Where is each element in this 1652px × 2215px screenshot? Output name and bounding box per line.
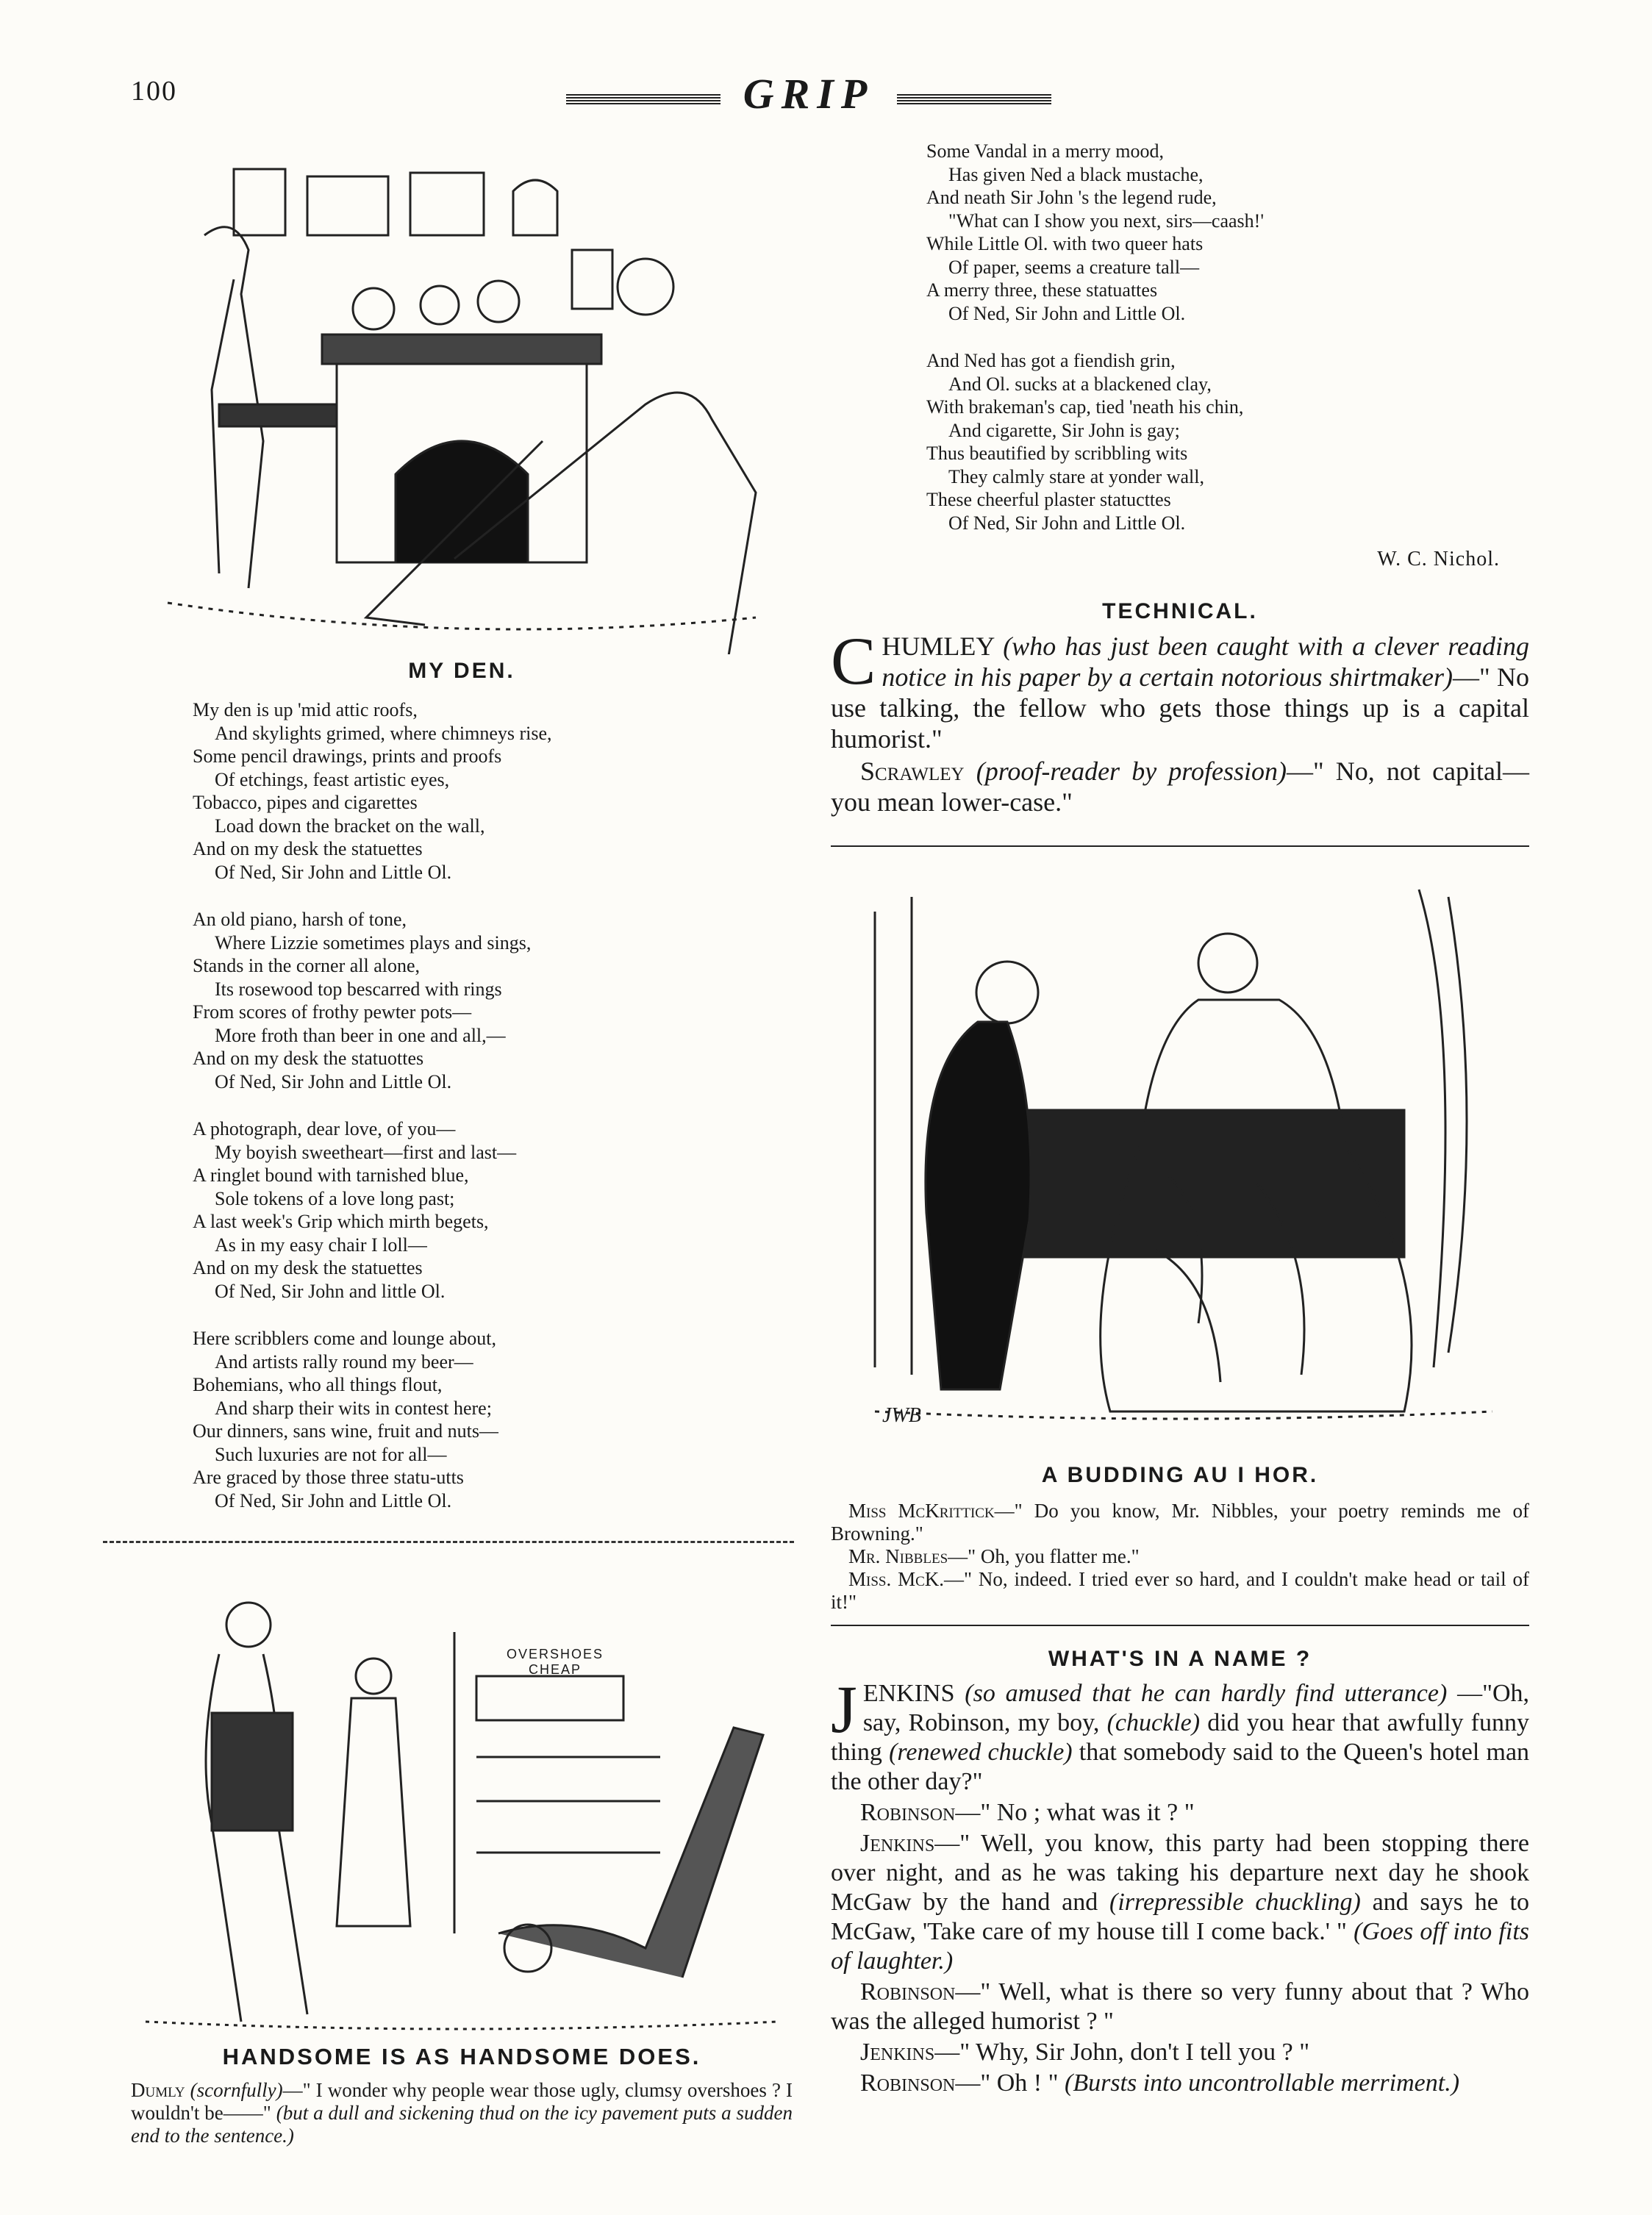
stage-direction: (so amused that he can hardly find utterance) xyxy=(965,1680,1448,1707)
poem-line: A merry three, these statuattes xyxy=(926,279,1158,301)
poem-stanza-1 xyxy=(193,698,781,884)
poem-line: Sole tokens of a love long past; xyxy=(215,1187,455,1209)
separator-left xyxy=(103,1541,794,1543)
speaker-jenkins: ENKINS xyxy=(862,1680,955,1707)
overshoes-sign: OVERSHOES CHEAP xyxy=(506,1647,604,1677)
whats-in-a-name-title: WHAT'S IN A NAME ? xyxy=(1048,1647,1312,1671)
poem-line: While Little Ol. with two queer hats xyxy=(926,233,1204,254)
poem-line: With brakeman's cap, tied 'neath his chin, xyxy=(926,396,1244,418)
drop-cap: C xyxy=(831,623,876,698)
handsome-title: HANDSOME IS AS HANDSOME DOES. xyxy=(222,2044,701,2069)
my-den-illustration xyxy=(131,147,793,654)
speech: —" Do you know, Mr. Nibbles, your poetry reminds me of Browning." xyxy=(831,1500,1529,1545)
drop-cap: J xyxy=(831,1672,857,1747)
speech: —" No ; what was it ? " xyxy=(955,1799,1195,1826)
poem-line: Tobacco, pipes and cigarettes xyxy=(193,792,418,813)
poem-line: Where Lizzie sometimes plays and sings, xyxy=(215,931,532,953)
poem-line: An old piano, harsh of tone, xyxy=(193,909,407,930)
poem-line: Its rosewood top bescarred with rings xyxy=(215,978,502,1000)
poem-stanza-2 xyxy=(193,908,781,1093)
masthead-title: GRIP xyxy=(743,70,875,118)
technical-article xyxy=(831,623,1530,819)
speech: —" Why, Sir John, don't I tell you ? " xyxy=(934,2039,1310,2066)
speech: and says he to McGaw, 'Take care of my house till I come back.' " xyxy=(831,1889,1529,1945)
budding-caption xyxy=(831,1500,1529,1614)
poem-line: Are graced by those three statu-utts xyxy=(193,1467,464,1488)
my-den-drawing xyxy=(131,147,793,654)
poem-line: Some Vandal in a merry mood, xyxy=(926,140,1165,162)
stage-direction: (irrepressible chuckling) xyxy=(1109,1889,1361,1916)
poem-line: From scores of frothy pewter pots— xyxy=(193,1001,472,1023)
poem-stanza-6 xyxy=(926,349,1529,534)
page-number: 100 xyxy=(131,76,177,107)
budding-title: A BUDDING AU I HOR. xyxy=(1041,1463,1319,1487)
speaker-chumley: HUMLEY xyxy=(882,631,995,661)
poem-line: A ringlet bound with tarnished blue, xyxy=(193,1164,469,1186)
speech: —"Oh, say, Robinson, my boy, xyxy=(862,1680,1530,1736)
handsome-illustration xyxy=(131,1566,793,2036)
speech: —" I wonder why people wear those ugly, clumsy overshoes ? I wouldn't be——" xyxy=(131,2079,793,2124)
poem-line: A photograph, dear love, of you— xyxy=(193,1118,456,1139)
poem-line: My den is up 'mid attic roofs, xyxy=(193,699,418,720)
speech: —" Well, what is there so very funny about that ? Who was the alleged humorist ? " xyxy=(831,1978,1529,2035)
poem-line: "What can I show you next, sirs—caash!' xyxy=(948,210,1265,232)
poem-line: And sharp their wits in contest here; xyxy=(215,1397,492,1419)
poem-line: Load down the bracket on the wall, xyxy=(215,815,485,837)
poem-line: And artists rally round my beer— xyxy=(215,1350,473,1373)
poem-signature: W. C. Nichol. xyxy=(1377,548,1500,570)
poem-line: Of Ned, Sir John and Little Ol. xyxy=(215,1070,452,1092)
speech: —" Well, you know, this party had been stopping there over night, and as he was taking his departure next day he shook McGaw by the hand and xyxy=(831,1830,1529,1916)
poem-line: Some pencil drawings, prints and proofs xyxy=(193,745,502,767)
stage-direction: (scornfully) xyxy=(190,2079,283,2101)
poem-line: Of Ned, Sir John and Little Ol. xyxy=(948,302,1186,324)
poem-line: As in my easy chair I loll— xyxy=(215,1234,427,1256)
poem-line: Such luxuries are not for all— xyxy=(215,1443,447,1465)
poem-line: Of Ned, Sir John and Little Ol. xyxy=(215,861,452,883)
masthead xyxy=(566,62,1051,118)
speaker-robinson: Robinson xyxy=(860,1978,956,2005)
poem-stanza-3 xyxy=(193,1117,781,1303)
speaker-scrawley: Scrawley xyxy=(860,756,965,786)
technical-title: TECHNICAL. xyxy=(1102,599,1258,623)
my-den-title: MY DEN. xyxy=(408,659,515,683)
poem-line: Of Ned, Sir John and Little Ol. xyxy=(215,1489,452,1511)
handsome-caption xyxy=(131,2079,793,2147)
speaker-mck: Miss. McK. xyxy=(848,1568,945,1590)
poem-line: And on my desk the statuottes xyxy=(193,1048,424,1069)
poem-line: And on my desk the statuettes xyxy=(193,838,423,859)
handsome-drawing xyxy=(131,1566,793,2036)
poem-line: And skylights grimed, where chimneys rise, xyxy=(215,722,552,744)
poem-line: Of Ned, Sir John and little Ol. xyxy=(215,1280,446,1302)
speaker-robinson: Robinson xyxy=(860,2069,956,2097)
my-den-poem-left xyxy=(193,698,781,1536)
poem-line: Stands in the corner all alone, xyxy=(193,955,421,976)
poem-line: They calmly stare at yonder wall, xyxy=(948,465,1204,487)
poem-stanza-4 xyxy=(193,1327,781,1512)
stage-direction: (Bursts into uncontrollable merriment.) xyxy=(1065,2069,1460,2097)
poem-line: More froth than beer in one and all,— xyxy=(215,1024,506,1046)
stage-direction: (chuckle) xyxy=(1106,1709,1201,1736)
poem-line: Of paper, seems a creature tall— xyxy=(948,256,1200,278)
speech: —" Oh, you flatter me." xyxy=(948,1545,1140,1567)
stage-direction: (Goes off into fits of laughter.) xyxy=(831,1918,1530,1975)
poem-line: These cheerful plaster statucttes xyxy=(926,489,1171,510)
poem-line: My boyish sweetheart—first and last— xyxy=(215,1141,517,1163)
poem-line: And Ned has got a fiendish grin, xyxy=(926,350,1176,371)
speech: —" No use talking, the fellow who gets those things up is a capital humorist." xyxy=(831,662,1529,754)
poem-line: Of etchings, feast artistic eyes, xyxy=(215,768,450,790)
poem-line: And Ol. sucks at a blackened clay, xyxy=(948,373,1212,395)
whats-in-a-name-article xyxy=(831,1672,1530,2100)
budding-author-drawing xyxy=(845,867,1507,1441)
poem-line: And cigarette, Sir John is gay; xyxy=(948,419,1180,441)
speaker-jenkins: Jenkins xyxy=(860,2039,935,2066)
poem-line: Of Ned, Sir John and Little Ol. xyxy=(948,512,1186,534)
speaker-robinson: Robinson xyxy=(860,1799,956,1826)
speech: —" No, not capital—you mean lower-case." xyxy=(831,756,1530,817)
poem-line: Has given Ned a black mustache, xyxy=(948,163,1204,185)
speaker-jenkins: Jenkins xyxy=(860,1830,935,1857)
poem-stanza-5 xyxy=(926,140,1529,325)
stage-direction: (renewed chuckle) xyxy=(889,1739,1073,1766)
poem-line: Here scribblers come and lounge about, xyxy=(193,1328,496,1349)
poem-line: And on my desk the statuettes xyxy=(193,1257,423,1278)
caption-ending: (but a dull and sickening thud on the icy pavement puts a sudden end to the sentence.) xyxy=(131,2102,793,2147)
budding-author-illustration xyxy=(845,867,1507,1441)
speech: that somebody said to the Queen's hotel man the other day?" xyxy=(831,1739,1530,1795)
separator-technical xyxy=(831,845,1529,847)
poem-line: And neath Sir John 's the legend rude, xyxy=(926,187,1217,208)
poem-line: Our dinners, sans wine, fruit and nuts— xyxy=(193,1420,498,1442)
poem-line: Thus beautified by scribbling wits xyxy=(926,443,1188,464)
speech: —" Oh ! " xyxy=(955,2069,1059,2097)
separator-budding xyxy=(831,1625,1529,1626)
stage-direction: (who has just been caught with a clever reading notice in his paper by a certain notorious shirtmaker) xyxy=(882,631,1529,692)
artist-monogram: JWB xyxy=(882,1404,921,1427)
speech: —" No, indeed. I tried ever so hard, and I couldn't make head or tail of it!" xyxy=(831,1568,1529,1613)
stage-direction: (proof-reader by profession) xyxy=(976,756,1287,786)
poem-line: Bohemians, who all things flout, xyxy=(193,1374,443,1395)
masthead-rule-right xyxy=(897,94,1051,104)
poem-line: A last week's Grip which mirth begets, xyxy=(193,1211,489,1232)
speech: did you hear that awfully funny thing xyxy=(831,1709,1529,1766)
speaker-nibbles: Mr. Nibbles xyxy=(848,1545,948,1567)
speaker-dumly: Dumly xyxy=(131,2079,185,2101)
my-den-poem-right xyxy=(926,140,1529,534)
speaker-mckrittick: Miss McKrittick xyxy=(848,1500,995,1522)
